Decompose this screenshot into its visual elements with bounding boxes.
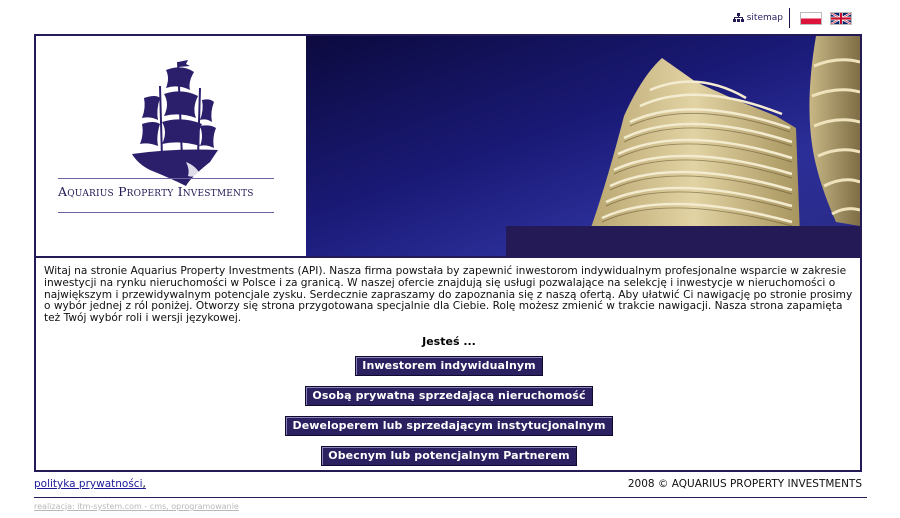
role-button-developer[interactable]: Deweloperem lub sprzedającym instytucjonalnym (285, 416, 612, 436)
role-question: Jesteś ... (422, 334, 476, 348)
sitemap-link[interactable] (733, 13, 789, 23)
topbar-separator (789, 8, 790, 28)
logo-panel (36, 36, 306, 256)
role-button-private-seller[interactable]: Osobą prywatną sprzedającą nieruchomość (305, 386, 592, 406)
privacy-suffix: , (142, 478, 146, 490)
company-name: Aquarius Property Investments (58, 184, 254, 199)
sitemap-icon (733, 13, 744, 23)
banner-divider (36, 256, 860, 258)
role-choices (44, 356, 854, 476)
poland-flag-icon[interactable] (800, 12, 822, 25)
intro-text: Witaj na stronie Aquarius Property Investments (API). Nasza firma powstała by zapewnić inwestorom indywidualnym profesjonalne wsparcie w zakresie inwestycji na rynku nieruchomości w Polsce i za granicą. W naszej ofercie znajdują się usługi pozwalające na selekcję i inwestycje w nieruchomości o największym i przewidywalnym potencjale zysku. Serdecznie zapraszamy do zapoznania się z naszą ofertą. Aby ułatwić Ci nawigację po stronie prosimy o wybór jednej z ról poniżej. Otworzy się strona przygotowana specjalnie dla Ciebie. Rolę możesz zmienić w trakcie nawigacji. Nasza strona zapamięta też Twój wybór roli i wersji językowej. (44, 265, 853, 325)
logo-rule-top (58, 178, 274, 179)
role-button-individual-investor[interactable]: Inwestorem indywidualnym (355, 356, 542, 376)
role-button-partner[interactable]: Obecnym lub potencjalnym Partnerem (321, 446, 576, 466)
main-content (44, 266, 854, 476)
main-frame (34, 34, 862, 472)
privacy-policy-label: polityka prywatności (34, 478, 143, 490)
top-bar (733, 8, 852, 28)
building-photo (306, 36, 860, 256)
privacy-policy-link[interactable] (34, 478, 146, 490)
building-illustration (306, 36, 860, 256)
copyright-text: 2008 © AQUARIUS PROPERTY INVESTMENTS (627, 478, 862, 490)
credits-link[interactable]: realizacja: itm-system.com - cms, oprogramowanie (34, 502, 239, 511)
banner (36, 36, 860, 256)
footer (34, 478, 862, 494)
footer-rule (34, 497, 867, 498)
logo-rule-bottom (58, 212, 274, 213)
sailing-ship-icon (130, 58, 220, 190)
sitemap-label: sitemap (746, 13, 783, 23)
uk-flag-icon[interactable] (830, 12, 852, 25)
